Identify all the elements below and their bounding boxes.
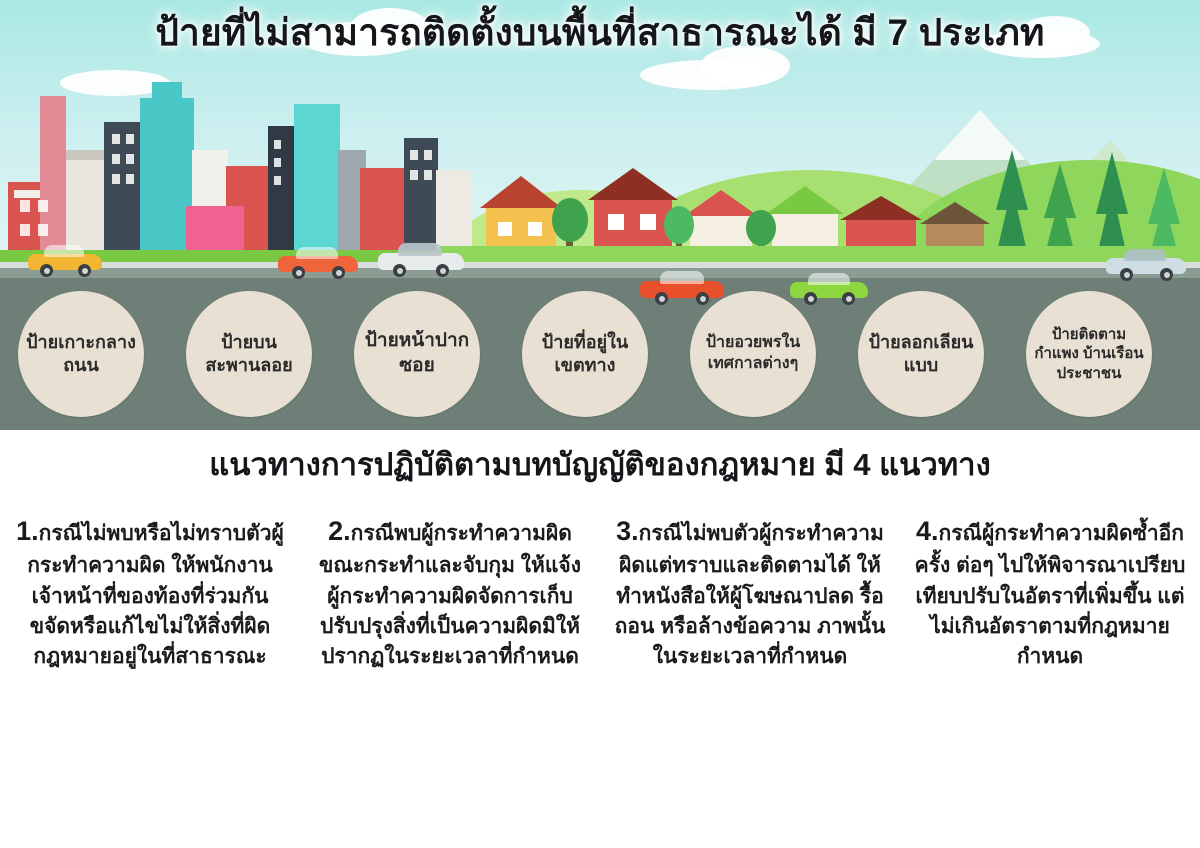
guideline-body-4: กรณีผู้กระทำความผิดซ้ำอีกครั้ง ต่อๆ ไปให้พิจารณาเปรียบเทียบปรับในอัตราที่เพิ่มขึ้น แต่ไม่เกินอัตราตามที่กฎหมายกำหนด: [914, 522, 1186, 669]
window-shape: [20, 200, 30, 212]
guideline-item-3: [600, 512, 900, 673]
guidelines-columns: [0, 512, 1200, 673]
guideline-number-1: 1.: [16, 516, 39, 546]
window-shape: [112, 134, 120, 144]
guideline-item-1: [0, 512, 300, 673]
sign-type-circle-4[interactable]: [522, 291, 648, 417]
sign-type-circle-3[interactable]: [354, 291, 480, 417]
building-shape: [294, 104, 340, 266]
car-icon: [378, 242, 464, 274]
roof-shape: [920, 202, 990, 224]
guideline-body-1: กรณีไม่พบหรือไม่ทราบตัวผู้กระทำความผิด ให้พนักงานเจ้าหน้าที่ของท้องที่ร่วมกันขจัดหรือแก้ไขไม่ให้สิ่งที่ผิดกฎหมายอยู่ในที่สาธารณะ: [27, 522, 284, 669]
building-shape: [268, 126, 296, 266]
guideline-body-3: กรณีไม่พบตัวผู้กระทำความผิดแต่ทราบและติดตามได้ ให้ทำหนังสือให้ผู้โฆษณาปลด รื้อ ถอน หรือล้างข้อความ ภาพนั้นในระยะเวลาที่กำหนด: [614, 522, 886, 669]
sign-type-label: ป้ายลอกเลียนแบบ: [868, 331, 974, 375]
window-shape: [126, 134, 134, 144]
sign-type-label: ป้ายที่อยู่ในเขตทาง: [541, 331, 629, 375]
window-shape: [410, 150, 418, 160]
car-icon: [28, 244, 102, 274]
road-edge-line: [0, 268, 1200, 278]
window-shape: [410, 170, 418, 180]
window-shape: [126, 154, 134, 164]
roof-shape: [840, 196, 922, 220]
guideline-text-4: [914, 512, 1186, 673]
guideline-item-4: [900, 512, 1200, 673]
window-shape: [274, 176, 281, 185]
window-shape: [274, 158, 281, 167]
guideline-number-3: 3.: [616, 516, 639, 546]
sign-type-label: ป้ายบนสะพานลอย: [205, 331, 293, 375]
tree-icon: [746, 210, 776, 246]
window-shape: [20, 224, 30, 236]
window-shape: [38, 200, 48, 212]
window-shape: [498, 222, 512, 236]
guideline-number-4: 4.: [915, 516, 939, 546]
guideline-text-1: [14, 512, 286, 673]
window-shape: [126, 174, 134, 184]
window-shape: [38, 224, 48, 236]
window-shape: [640, 214, 656, 230]
guideline-text-2: [314, 512, 586, 673]
guideline-text-3: [614, 512, 886, 673]
building-shape: [40, 96, 66, 266]
window-shape: [424, 170, 432, 180]
car-icon: [1106, 248, 1186, 278]
window-shape: [112, 174, 120, 184]
tree-icon: [552, 198, 588, 242]
building-shape: [152, 82, 182, 102]
page-title: ป้ายที่ไม่สามารถติดตั้งบนพื้นที่สาธารณะได้ มี 7 ประเภท: [155, 12, 1045, 53]
roof-shape: [766, 186, 844, 214]
window-shape: [112, 154, 120, 164]
guidelines-section: [0, 430, 1200, 848]
sign-type-label: ป้ายติดตามกำแพง บ้านเรือนประชาชน: [1034, 325, 1144, 382]
sign-type-circle-list: [0, 291, 1200, 431]
sign-type-label: ป้ายเกาะกลางถนน: [26, 331, 136, 375]
window-shape: [274, 140, 281, 149]
guideline-item-2: [300, 512, 600, 673]
building-shape: [60, 150, 106, 160]
sign-type-circle-7[interactable]: [1026, 291, 1152, 417]
sign-type-circle-6[interactable]: [858, 291, 984, 417]
roof-shape: [480, 176, 562, 208]
window-shape: [528, 222, 542, 236]
building-shape: [104, 122, 144, 266]
sign-type-circle-1[interactable]: [18, 291, 144, 417]
sign-type-circle-2[interactable]: [186, 291, 312, 417]
car-icon: [278, 246, 358, 276]
guideline-number-2: 2.: [328, 516, 351, 546]
page-title-bar: [0, 10, 1200, 55]
window-shape: [608, 214, 624, 230]
guideline-body-2: กรณีพบผู้กระทำความผิดขณะกระทำและจับกุม ให้แจ้งผู้กระทำความผิดจัดการเก็บ ปรับปรุงสิ่งที่เป็นความผิดมิให้ปรากฏในระยะเวลาที่กำหนด: [319, 522, 581, 669]
roof-shape: [588, 168, 678, 200]
roof-shape: [684, 190, 758, 216]
section-title: แนวทางการปฏิบัติตามบทบัญญัติของกฎหมาย มี 4 แนวทาง: [209, 447, 991, 482]
sign-type-label: ป้ายอวยพรในเทศกาลต่างๆ: [705, 334, 801, 372]
sign-type-circle-5[interactable]: [690, 291, 816, 417]
window-shape: [424, 150, 432, 160]
sign-type-label: ป้ายหน้าปากซอย: [364, 330, 470, 376]
tree-icon: [664, 206, 694, 244]
